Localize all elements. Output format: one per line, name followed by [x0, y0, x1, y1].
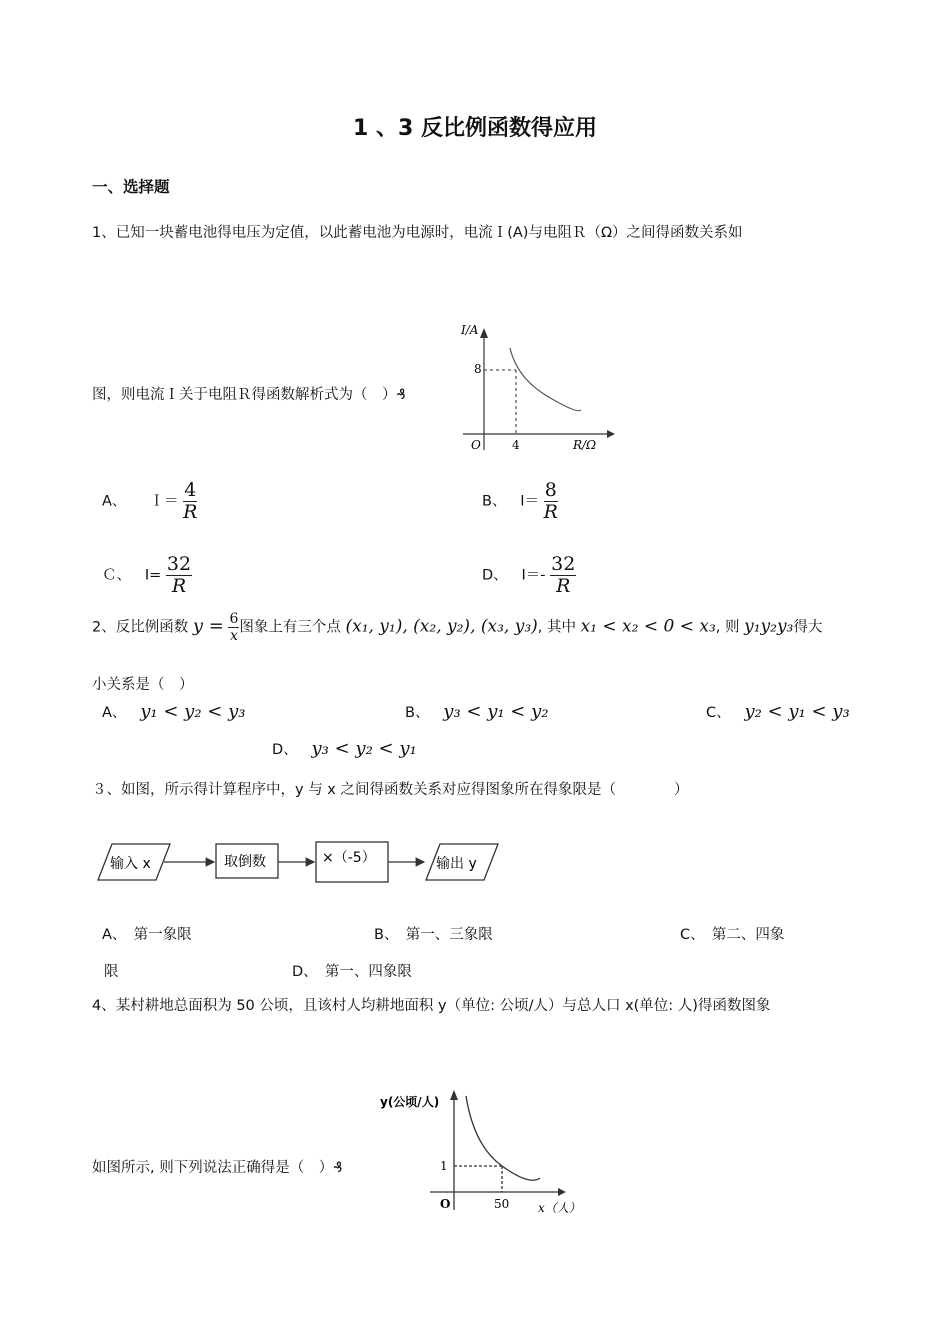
- q1-graph-origin: O: [471, 438, 481, 452]
- q2-points: (x₁, y₁), (x₂, y₂), (x₃, y₃): [345, 616, 538, 637]
- q2-vars: y₁y₂y₃: [744, 616, 794, 637]
- option-label: C、: [706, 705, 731, 721]
- q3-text: ３、如图，所示得计算程序中，y 与 x 之间得函数关系对应得图象所在得象限是（ ）: [92, 782, 689, 798]
- q4-text-line2: 如图所示, 则下列说法正确得是（ ）₰: [92, 1160, 343, 1176]
- q4-graph-origin: O: [440, 1197, 451, 1211]
- option-lhs: I＝-: [521, 567, 546, 584]
- option-label: Ｃ、: [102, 567, 131, 584]
- page-title: 1 、3 反比例函数得应用: [353, 116, 597, 141]
- q1-text-line1: 1、已知一块蓄电池得电压为定值，以此蓄电池为电源时，电流Ｉ(A)与电阻Ｒ（Ω）之间得函数关系如: [92, 225, 743, 241]
- option-expr: y₃ < y₁ < y₂: [443, 701, 549, 722]
- frac-num: 8: [544, 479, 557, 501]
- q1-graph-xlabel: R/Ω: [573, 438, 597, 452]
- q4-graph: [378, 1086, 583, 1218]
- q2-option-d[interactable]: [272, 738, 417, 759]
- q2-text-line1: [92, 612, 822, 643]
- option-label: B、: [405, 705, 430, 721]
- flow-reciprocal-label: 取倒数: [224, 854, 266, 870]
- option-expr: y₂ < y₁ < y₃: [744, 701, 850, 722]
- q1-option-c[interactable]: [102, 555, 192, 596]
- q3-option-c[interactable]: C、 第二、四象: [680, 927, 785, 943]
- q3-option-a[interactable]: A、 第一象限: [102, 927, 192, 943]
- q2-func-den: x: [229, 628, 238, 644]
- q1-graph-ylabel: I/A: [461, 323, 479, 337]
- q1-option-a[interactable]: [102, 481, 197, 522]
- q3-option-b[interactable]: B、 第一、三象限: [374, 927, 493, 943]
- q2-mid2: , 其中: [537, 619, 576, 636]
- frac-den: R: [171, 575, 187, 597]
- q2-prefix: 2、反比例函数: [92, 619, 189, 636]
- frac-num: 4: [184, 479, 197, 501]
- q2-suffix: 得大: [793, 619, 823, 636]
- q3-flowchart: [96, 838, 506, 886]
- q1-option-b[interactable]: [482, 481, 558, 522]
- q2-text-line2: 小关系是（ ）: [92, 677, 194, 693]
- q4-graph-ylabel: y(公顷/人): [380, 1095, 440, 1109]
- flow-output-label: 输出 y: [436, 856, 477, 872]
- q4-graph-xtick: 50: [494, 1197, 510, 1211]
- section-heading: 一、选择题: [92, 178, 170, 196]
- frac-num: 32: [166, 553, 192, 575]
- q2-mid: 图象上有三个点: [239, 619, 341, 636]
- q1-text-line2: 图，则电流Ｉ关于电阻Ｒ得函数解析式为（ ）₰: [92, 387, 406, 403]
- option-lhs: I＝: [520, 493, 540, 510]
- q2-func-num: 6: [229, 611, 239, 627]
- q4-graph-xlabel: x（人）: [538, 1201, 581, 1215]
- frac-den: R: [183, 501, 198, 523]
- option-lhs: Ｉ＝: [149, 493, 179, 510]
- q1-option-d[interactable]: [482, 555, 576, 596]
- option-label: A、: [102, 493, 127, 510]
- q2-func-lhs: y =: [192, 615, 224, 637]
- flow-multiply-label: ×（-5）: [322, 850, 376, 866]
- q2-option-c[interactable]: [706, 701, 850, 722]
- option-label: A、: [102, 705, 127, 721]
- q4-graph-ytick: 1: [440, 1159, 448, 1173]
- q1-graph-ytick: 8: [474, 362, 482, 376]
- option-label: B、: [482, 493, 507, 510]
- q1-graph-xtick: 4: [512, 438, 520, 452]
- q3-option-c-continued: 限: [104, 964, 119, 980]
- q2-mid3: , 则: [715, 619, 740, 636]
- q2-option-a[interactable]: [102, 701, 245, 722]
- option-expr: y₃ < y₂ < y₁: [311, 738, 417, 759]
- option-expr: y₁ < y₂ < y₃: [140, 701, 246, 722]
- q1-graph: [455, 318, 615, 456]
- q2-option-b[interactable]: [405, 701, 549, 722]
- q4-text-line1: 4、某村耕地总面积为 50 公顷，且该村人均耕地面积 y（单位: 公顷/人）与总人口 x(单位: 人)得函数图象: [92, 998, 771, 1014]
- frac-den: R: [543, 501, 558, 523]
- q2-condition: x₁ < x₂ < 0 < x₃: [580, 616, 716, 637]
- frac-den: R: [556, 575, 571, 597]
- q3-option-d[interactable]: D、 第一、四象限: [292, 964, 412, 980]
- option-label: D、: [482, 567, 508, 584]
- flow-input-label: 输入 x: [110, 856, 151, 872]
- frac-num: 32: [551, 553, 576, 575]
- option-lhs: I=: [144, 567, 162, 584]
- option-label: D、: [272, 742, 298, 758]
